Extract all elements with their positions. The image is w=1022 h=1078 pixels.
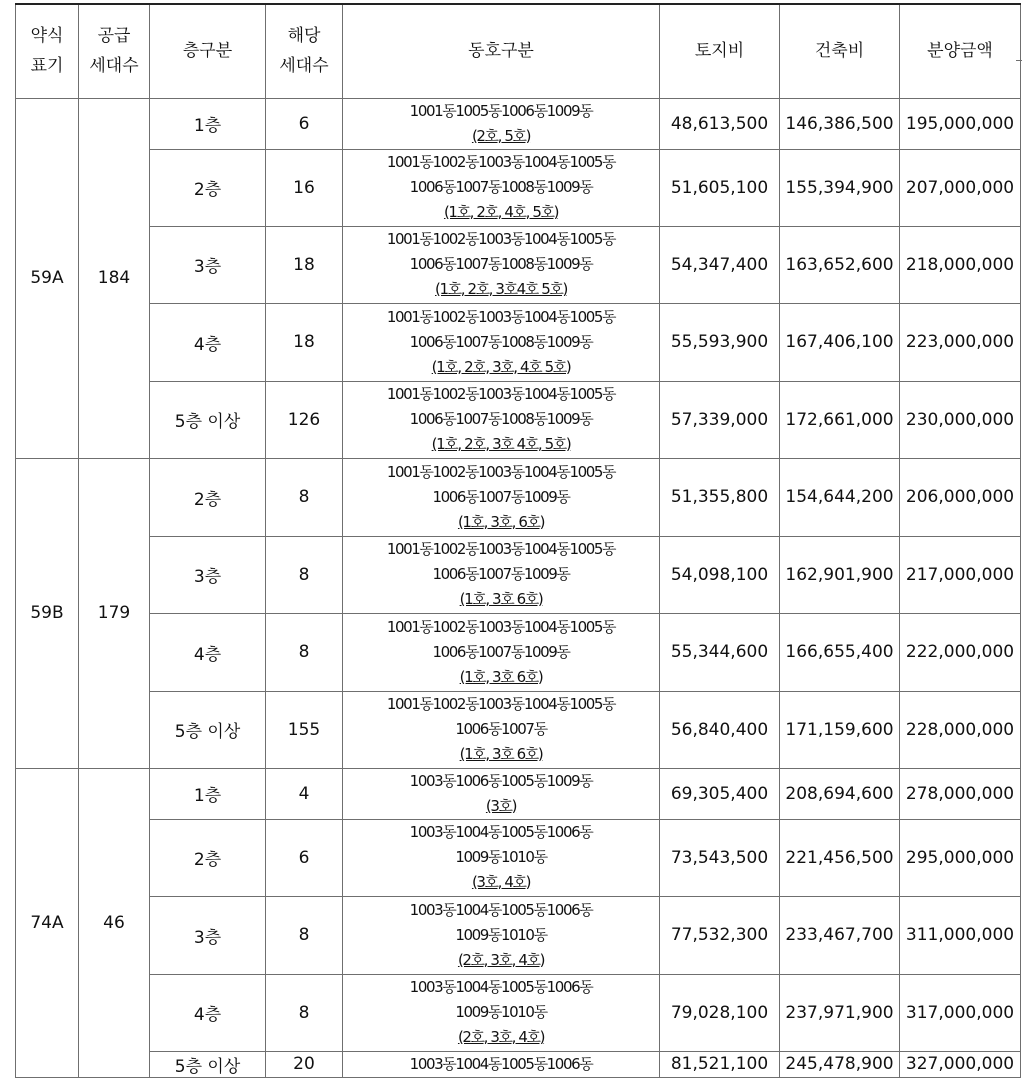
building-unit-line: 1009동1010동: [455, 1003, 547, 1021]
building-unit-line: 1001동1002동1003동1004동1005동: [386, 540, 616, 558]
building-unit-line: 1001동1002동1003동1004동1005동: [386, 385, 616, 403]
floor-cell: 4층: [150, 613, 266, 691]
building-unit-cell: [343, 98, 660, 149]
table-row: [16, 536, 1021, 613]
building-unit-cell: [343, 303, 660, 381]
land-cost-cell: 73,543,500: [660, 819, 780, 896]
building-unit-line: 1006동1007동1008동1009동: [409, 178, 593, 196]
header-supply-line-2: 세대수: [89, 56, 139, 77]
header-construction: 건축비: [780, 4, 900, 98]
header-price: 분양금액: [900, 4, 1021, 98]
sale-price-cell: 327,000,000: [900, 1051, 1021, 1077]
construction-cost-cell: 154,644,200: [780, 458, 900, 536]
sale-price-cell: 206,000,000: [900, 458, 1021, 536]
type-cell: 59B: [16, 458, 79, 768]
table-row: [16, 381, 1021, 458]
unit-count-cell: 126: [266, 381, 343, 458]
building-unit-line: 1006동1007동: [455, 720, 547, 738]
land-cost-cell: 81,521,100: [660, 1051, 780, 1077]
floor-cell: 1층: [150, 98, 266, 149]
unit-count-cell: 8: [266, 458, 343, 536]
construction-cost-cell: 163,652,600: [780, 226, 900, 303]
header-land: 토지비: [660, 4, 780, 98]
building-unit-cell: [343, 226, 660, 303]
sale-price-cell: 278,000,000: [900, 768, 1021, 819]
building-unit-line: 1009동1010동: [455, 848, 547, 866]
floor-cell: 2층: [150, 458, 266, 536]
building-unit-line: 1009동1010동: [455, 925, 547, 944]
floor-cell: 5층 이상: [150, 691, 266, 768]
construction-cost-cell: 245,478,900: [780, 1051, 900, 1077]
table-row: [16, 974, 1021, 1051]
sale-price-cell: 217,000,000: [900, 536, 1021, 613]
type-cell: 59A: [16, 98, 79, 458]
floor-cell: 1층: [150, 768, 266, 819]
unit-count-cell: 6: [266, 98, 343, 149]
construction-cost-cell: 146,386,500: [780, 98, 900, 149]
construction-cost-cell: 162,901,900: [780, 536, 900, 613]
sale-price-cell: 207,000,000: [900, 149, 1021, 226]
construction-cost-cell: 167,406,100: [780, 303, 900, 381]
land-cost-cell: 55,593,900: [660, 303, 780, 381]
building-unit-cell: [343, 458, 660, 536]
table-row: [16, 896, 1021, 974]
land-cost-cell: 51,355,800: [660, 458, 780, 536]
land-cost-cell: 55,344,600: [660, 613, 780, 691]
table-row: [16, 1051, 1021, 1077]
land-cost-cell: 51,605,100: [660, 149, 780, 226]
building-unit-line: (2호, 3호, 4호): [457, 1028, 545, 1046]
building-unit-line: 1003동1006동1005동1009동: [409, 771, 593, 790]
table-row: [16, 303, 1021, 381]
building-unit-line: 1001동1002동1003동1004동1005동: [386, 617, 616, 636]
building-unit-line: (2호, 3호, 4호): [457, 950, 545, 969]
building-unit-line: (1호, 3호 6호): [459, 667, 543, 686]
floor-cell: 5층 이상: [150, 1051, 266, 1077]
land-cost-cell: 54,347,400: [660, 226, 780, 303]
header-floor: 층구분: [150, 4, 266, 98]
sale-price-cell: 230,000,000: [900, 381, 1021, 458]
table-row: [16, 458, 1021, 536]
table-row: [16, 226, 1021, 303]
sale-price-cell: 223,000,000: [900, 303, 1021, 381]
construction-cost-cell: 171,159,600: [780, 691, 900, 768]
unit-count-cell: 155: [266, 691, 343, 768]
header-row: [16, 4, 1021, 98]
building-unit-line: 1006동1007동1008동1009동: [409, 255, 593, 273]
unit-count-cell: 8: [266, 974, 343, 1051]
building-unit-line: (1호, 2호, 4호, 5호): [443, 203, 559, 221]
unit-count-cell: 6: [266, 819, 343, 896]
building-unit-line: 1001동1002동1003동1004동1005동: [386, 230, 616, 248]
unit-count-cell: 4: [266, 768, 343, 819]
supply-cell: 46: [79, 768, 150, 1077]
building-unit-line: 1001동1002동1003동1004동1005동: [386, 462, 616, 481]
building-unit-line: (3호): [485, 796, 517, 815]
header-supply: [79, 4, 150, 98]
land-cost-cell: 77,532,300: [660, 896, 780, 974]
construction-cost-cell: 155,394,900: [780, 149, 900, 226]
building-unit-line: 1003동1004동1005동1006동: [409, 1054, 593, 1073]
construction-cost-cell: 221,456,500: [780, 819, 900, 896]
table-row: [16, 691, 1021, 768]
building-unit-cell: [343, 149, 660, 226]
header-supply-line-1: 공급: [97, 26, 131, 47]
building-unit-cell: [343, 536, 660, 613]
building-unit-line: 1001동1002동1003동1004동1005동: [386, 695, 616, 713]
building-unit-line: 1003동1004동1005동1006동: [409, 900, 593, 919]
floor-cell: 2층: [150, 819, 266, 896]
land-cost-cell: 57,339,000: [660, 381, 780, 458]
sale-price-cell: 222,000,000: [900, 613, 1021, 691]
floor-cell: 3층: [150, 536, 266, 613]
floor-cell: 4층: [150, 303, 266, 381]
building-unit-line: (1호, 2호, 3호4호 5호): [435, 280, 567, 298]
sale-price-cell: 228,000,000: [900, 691, 1021, 768]
building-unit-line: 1006동1007동1008동1009동: [409, 410, 593, 428]
floor-cell: 2층: [150, 149, 266, 226]
page-edge-line: [1016, 60, 1022, 61]
land-cost-cell: 54,098,100: [660, 536, 780, 613]
header-count-line-2: 세대수: [279, 56, 329, 77]
building-unit-line: 1001동1005동1006동1009동: [409, 101, 593, 120]
floor-cell: 3층: [150, 896, 266, 974]
header-type-line-2: 표기: [30, 56, 64, 77]
land-cost-cell: 56,840,400: [660, 691, 780, 768]
unit-count-cell: 16: [266, 149, 343, 226]
unit-count-cell: 8: [266, 613, 343, 691]
building-unit-cell: [343, 819, 660, 896]
land-cost-cell: 48,613,500: [660, 98, 780, 149]
building-unit-cell: [343, 613, 660, 691]
construction-cost-cell: 172,661,000: [780, 381, 900, 458]
sale-price-cell: 311,000,000: [900, 896, 1021, 974]
supply-cell: 179: [79, 458, 150, 768]
building-unit-line: (2호, 5호): [471, 126, 531, 145]
type-cell: 74A: [16, 768, 79, 1077]
building-unit-line: (1호, 3호 6호): [459, 745, 543, 763]
unit-count-cell: 18: [266, 303, 343, 381]
sale-price-cell: 295,000,000: [900, 819, 1021, 896]
building-unit-line: 1006동1007동1008동1009동: [409, 332, 593, 351]
unit-count-cell: 20: [266, 1051, 343, 1077]
building-unit-line: (1호, 3호 6호): [459, 590, 543, 608]
table-row: [16, 819, 1021, 896]
sale-price-cell: 195,000,000: [900, 98, 1021, 149]
table-row: [16, 768, 1021, 819]
unit-count-cell: 8: [266, 896, 343, 974]
building-unit-line: 1006동1007동1009동: [432, 642, 570, 661]
building-unit-line: (1호, 2호, 3호, 4호 5호): [431, 357, 571, 376]
floor-cell: 3층: [150, 226, 266, 303]
building-unit-line: (3호, 4호): [471, 873, 531, 891]
unit-count-cell: 18: [266, 226, 343, 303]
building-unit-cell: [343, 1051, 660, 1077]
construction-cost-cell: 233,467,700: [780, 896, 900, 974]
header-count-line-1: 해당: [287, 26, 321, 47]
building-unit-cell: [343, 896, 660, 974]
header-type: [16, 4, 79, 98]
building-unit-line: 1003동1004동1005동1006동: [409, 823, 593, 841]
table-row: [16, 149, 1021, 226]
sale-price-cell: 317,000,000: [900, 974, 1021, 1051]
building-unit-line: 1006동1007동1009동: [432, 487, 570, 506]
sale-price-cell: 218,000,000: [900, 226, 1021, 303]
header-type-line-1: 약식: [30, 26, 64, 47]
building-unit-line: 1003동1004동1005동1006동: [409, 978, 593, 996]
construction-cost-cell: 208,694,600: [780, 768, 900, 819]
table-row: [16, 613, 1021, 691]
building-unit-cell: [343, 768, 660, 819]
building-unit-line: (1호, 2호, 3호 4호, 5호): [431, 435, 571, 453]
header-buildings: 동호구분: [343, 4, 660, 98]
table-row: [16, 98, 1021, 149]
building-unit-line: (1호, 3호, 6호): [457, 512, 545, 531]
construction-cost-cell: 237,971,900: [780, 974, 900, 1051]
table-body: [16, 98, 1021, 1077]
land-cost-cell: 69,305,400: [660, 768, 780, 819]
land-cost-cell: 79,028,100: [660, 974, 780, 1051]
building-unit-line: 1001동1002동1003동1004동1005동: [386, 307, 616, 326]
header-count: [266, 4, 343, 98]
construction-cost-cell: 166,655,400: [780, 613, 900, 691]
supply-cell: 184: [79, 98, 150, 458]
floor-cell: 5층 이상: [150, 381, 266, 458]
building-unit-line: 1006동1007동1009동: [432, 565, 570, 583]
floor-cell: 4층: [150, 974, 266, 1051]
building-unit-cell: [343, 691, 660, 768]
building-unit-cell: [343, 381, 660, 458]
price-table: [15, 3, 1021, 1078]
building-unit-line: 1001동1002동1003동1004동1005동: [386, 153, 616, 171]
unit-count-cell: 8: [266, 536, 343, 613]
building-unit-cell: [343, 974, 660, 1051]
